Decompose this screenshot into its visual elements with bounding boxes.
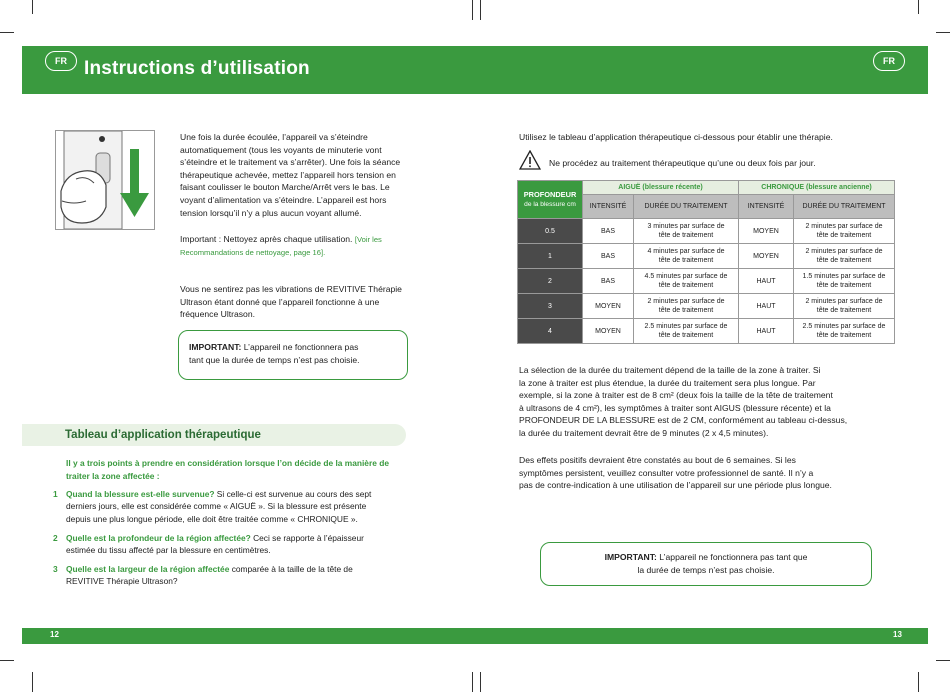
table-row bbox=[518, 294, 895, 319]
page-number-left: 12 bbox=[50, 630, 59, 639]
intensity-cell: BAS bbox=[583, 244, 634, 269]
duration-cell: 2 minutes par surface de tête de traitement bbox=[634, 294, 739, 319]
intensity-cell: BAS bbox=[583, 269, 634, 294]
intensity-cell: MOYEN bbox=[583, 294, 634, 319]
intensity-cell: MOYEN bbox=[739, 244, 794, 269]
crop-mark bbox=[0, 660, 14, 661]
section-intro: Il y a trois points à prendre en considération lorsque l’on décide de la manière de traiter la zone affectée : bbox=[66, 458, 389, 481]
intensity-cell: HAUT bbox=[739, 294, 794, 319]
crop-mark bbox=[0, 32, 14, 33]
crop-mark bbox=[918, 0, 919, 14]
intensity-header: INTENSITÉ bbox=[739, 195, 794, 219]
intensity-cell: MOYEN bbox=[739, 219, 794, 244]
crop-mark bbox=[480, 672, 481, 692]
duration-cell: 2.5 minutes par surface de tête de traitement bbox=[794, 319, 895, 344]
cleaning-note bbox=[180, 233, 460, 259]
table-row bbox=[518, 244, 895, 269]
table-row bbox=[518, 219, 895, 244]
duration-cell: 2 minutes par surface de tête de traitement bbox=[794, 294, 895, 319]
vibration-note: Vous ne sentirez pas les vibrations de REVITIVE Thérapie Ultrason étant donné que l’appareil fonctionne à une fréquence Ultrason. bbox=[180, 284, 402, 320]
page-title: Instructions d’utilisation bbox=[84, 58, 310, 79]
device-illustration bbox=[55, 130, 155, 230]
therapy-table bbox=[517, 180, 895, 344]
cleaning-ref-link[interactable]: [Voir les bbox=[354, 235, 382, 244]
duration-cell: 2 minutes par surface de tête de traitement bbox=[794, 244, 895, 269]
footer-bar bbox=[22, 628, 928, 644]
warning-text: Ne procédez au traitement thérapeutique qu’une ou deux fois par jour. bbox=[549, 158, 816, 168]
duration-header: DURÉE DU TRAITEMENT bbox=[634, 195, 739, 219]
list-item: 3 Quelle est la largeur de la région affectée comparée à la taille de la tête de REVITIVE Thérapie Ultrason? bbox=[53, 564, 353, 587]
duration-cell: 1.5 minutes par surface de tête de traitement bbox=[794, 269, 895, 294]
duration-cell: 4 minutes par surface de tête de traitement bbox=[634, 244, 739, 269]
lang-badge-right: FR bbox=[873, 51, 905, 71]
section-title: Tableau d’application thérapeutique bbox=[65, 429, 261, 441]
effects-paragraph: Des effets positifs devraient être constatés au bout de 6 semaines. Si les symptômes persistent, veuillez consulter votre professionnel de santé. Il n’y a pas de contre-indication à une utilisation de l’appareil sur une période plus longue. bbox=[519, 455, 832, 491]
page-number-right: 13 bbox=[893, 630, 902, 639]
intensity-cell: HAUT bbox=[739, 269, 794, 294]
lang-badge-left: FR bbox=[45, 51, 77, 71]
acute-header: AIGUË (blessure récente) bbox=[583, 181, 739, 195]
device-instructions: Une fois la durée écoulée, l’appareil va s’éteindre automatiquement (tous les voyants de minuterie vont s’éteindre et le traitement va s’arrêter). Une fois la séance thérapeutique achevée, mettez l’appareil hors tension en faisant coulisser le bouton Marche/Arrêt vers le bas. Le voyant d’alimentation va s’éteindre. L’appareil est hors tension lorsqu’il n’y a plus aucun voyant allumé. bbox=[180, 132, 401, 218]
important-label: IMPORTANT: bbox=[189, 342, 242, 352]
crop-mark bbox=[480, 0, 481, 20]
important-note-left: IMPORTANT: L’appareil ne fonctionnera pas tant que la durée de temps n’est pas choisie. bbox=[178, 330, 408, 380]
crop-mark bbox=[32, 672, 33, 692]
table-row bbox=[518, 319, 895, 344]
selection-paragraph: La sélection de la durée du traitement dépend de la taille de la zone à traiter. Si la zone à traiter est plus étendue, la durée du traitement sera plus longue. Par exemple, si la zone à traiter est de 8 cm² (deux fois la taille de la tête de traitement à ultrasons de 4 cm²), les symptômes à traiter sont AIGUS (blessure récente) et la PROFONDEUR DE LA BLESSURE est de 2 CM, conformément au tableau ci-dessus, la durée du traitement devrait être de 9 minutes (2 x 4,5 minutes). bbox=[519, 365, 848, 438]
duration-cell: 2 minutes par surface de tête de traitement bbox=[794, 219, 895, 244]
intensity-cell: BAS bbox=[583, 219, 634, 244]
crop-mark bbox=[936, 32, 950, 33]
table-row bbox=[518, 269, 895, 294]
depth-cell: 1 bbox=[518, 244, 583, 269]
table-intro: Utilisez le tableau d’application thérapeutique ci-dessous pour établir une thérapie. bbox=[519, 132, 833, 142]
depth-cell: 2 bbox=[518, 269, 583, 294]
crop-mark bbox=[32, 0, 33, 14]
depth-header: PROFONDEUR de la blessure cm bbox=[518, 181, 583, 219]
crop-mark bbox=[472, 0, 473, 20]
crop-mark bbox=[936, 660, 950, 661]
list-item: 1 Quand la blessure est-elle survenue? Si celle-ci est survenue au cours des sept derniers jours, elle est considérée comme « AIGUË ». Si la blessure est présente depuis une plus longue période, elle doit être traitée comme « CHRONIQUE ». bbox=[53, 489, 372, 524]
depth-cell: 0.5 bbox=[518, 219, 583, 244]
intensity-cell: MOYEN bbox=[583, 319, 634, 344]
duration-cell: 2.5 minutes par surface de tête de traitement bbox=[634, 319, 739, 344]
duration-cell: 4.5 minutes par surface de tête de traitement bbox=[634, 269, 739, 294]
important-label: IMPORTANT: bbox=[604, 552, 657, 562]
cleaning-important: Important : Nettoyez après chaque utilisation. bbox=[180, 234, 353, 244]
cleaning-ref-link[interactable]: Recommandations de nettoyage, page 16]. bbox=[180, 247, 326, 257]
duration-cell: 3 minutes par surface de tête de traitement bbox=[634, 219, 739, 244]
intensity-cell: HAUT bbox=[739, 319, 794, 344]
chronic-header: CHRONIQUE (blessure ancienne) bbox=[739, 181, 895, 195]
depth-cell: 3 bbox=[518, 294, 583, 319]
warning-icon bbox=[519, 150, 541, 170]
list-item: 2 Quelle est la profondeur de la région affectée? Ceci se rapporte à l’épaisseur estimée du tissu affecté par la blessure en centimètres. bbox=[53, 533, 364, 556]
important-note-right: IMPORTANT: L’appareil ne fonctionnera pas tant que la durée de temps n’est pas choisie. bbox=[540, 542, 872, 586]
device-icon bbox=[56, 131, 154, 229]
intensity-header: INTENSITÉ bbox=[583, 195, 634, 219]
depth-cell: 4 bbox=[518, 319, 583, 344]
duration-header: DURÉE DU TRAITEMENT bbox=[794, 195, 895, 219]
crop-mark bbox=[918, 672, 919, 692]
crop-mark bbox=[472, 672, 473, 692]
